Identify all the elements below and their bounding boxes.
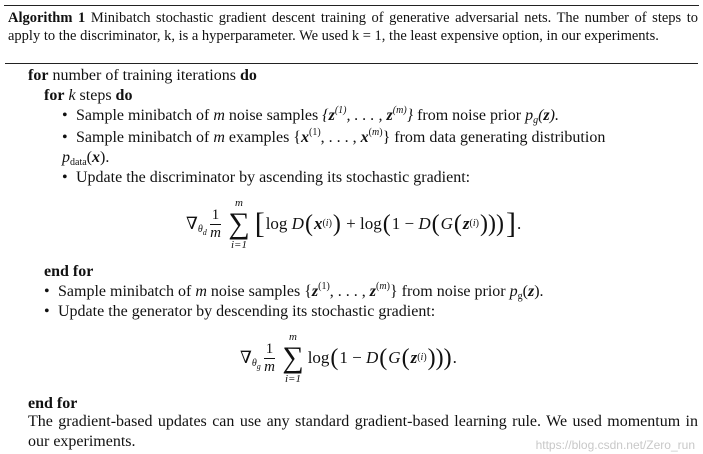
noise-set: {$z^{(1)}$, . . . , $z^{(m)}$} — [322, 105, 414, 124]
footer-text: The gradient-based updates can use any standard gradient-based learning rule. We used momentum in our experiments. — [28, 413, 698, 450]
text: from noise prior — [417, 107, 522, 124]
bullet-update-generator: • Update the generator by descending its stochastic gradient: — [44, 303, 436, 320]
top-rule — [4, 5, 699, 6]
for-keyword: for — [28, 67, 49, 84]
text: from noise prior — [401, 283, 506, 300]
noise-prior: $p_g(z)$. — [525, 107, 559, 126]
text: Sample minibatch of — [76, 129, 210, 146]
text: from data generating distribution — [394, 129, 606, 146]
discriminator-gradient-equation: $\nabla_{\theta_d}$ $\frac{1}{m}$ m ∑ i=1 [ log D ( x (i) ) + log ( 1 − D ( G ( z (i) ))) ] . — [186, 197, 522, 251]
bullet-sample-examples: • Sample minibatch of m examples {$x^{(1)}$, . . . , $x^{(m)}$} from data generating distribution — [62, 127, 606, 146]
noise-prior: $p_g(z)$. — [509, 283, 544, 302]
example-set: {$x^{(1)}$, . . . , $x^{(m)}$} — [293, 127, 391, 146]
generator-gradient-equation: $\nabla_{\theta_g}$ $\frac{1}{m}$ m ∑ i=1 log ( 1 − D ( G ( z (i) ))) . — [240, 331, 457, 385]
inner-var-k: k — [68, 87, 76, 104]
for-condition: number of training iterations — [52, 67, 236, 84]
var-m: m — [213, 107, 225, 124]
data-distribution: $p_{data}(x)$. — [62, 149, 110, 168]
inner-for-keyword: for — [44, 87, 65, 104]
text: Sample minibatch of — [58, 283, 192, 300]
outer-for-line — [28, 66, 257, 86]
end-inner-for — [44, 262, 93, 282]
end-for-keyword: end for — [28, 395, 78, 412]
text: noise samples — [210, 283, 301, 300]
bullet-sample-noise-gen: • Sample minibatch of m noise samples {$z^{(1)}$, . . . , $z^{(m)}$} from noise prior $p_g(z)$. — [44, 281, 544, 302]
inner-for-line — [44, 86, 132, 106]
noise-set: {$z^{(1)}$, . . . , $z^{(m)}$} — [304, 281, 398, 300]
end-outer-for — [28, 394, 77, 414]
var-m: m — [195, 283, 207, 300]
inner-for-condition: steps — [79, 87, 112, 104]
text: Sample minibatch of — [76, 107, 210, 124]
text: noise samples — [228, 107, 319, 124]
caption-rule — [5, 63, 698, 64]
algorithm-caption-text: Minibatch stochastic gradient descent training of generative adversarial nets. The number of steps to apply to the discriminator, k, is a hyperparameter. We used k = 1, the least expensive option, in our experiments. — [8, 10, 699, 44]
do-keyword: do — [239, 67, 257, 84]
algorithm-caption — [8, 9, 698, 45]
text: examples — [228, 129, 290, 146]
algorithm-label: Algorithm 1 — [8, 10, 86, 26]
inner-do-keyword: do — [115, 87, 133, 104]
var-m: m — [213, 129, 225, 146]
bullet-sample-noise-disc: • Sample minibatch of m noise samples {$z^{(1)}$, . . . , $z^{(m)}$} from noise prior $p_g(z)$. — [62, 105, 559, 126]
text: Update the generator by descending its stochastic gradient: — [58, 303, 436, 320]
bullet-update-discriminator: • Update the discriminator by ascending its stochastic gradient: — [62, 169, 471, 186]
text: Update the discriminator by ascending its stochastic gradient: — [76, 169, 471, 186]
end-for-keyword: end for — [44, 263, 94, 280]
watermark: https://blog.csdn.net/Zero_run — [535, 438, 695, 452]
